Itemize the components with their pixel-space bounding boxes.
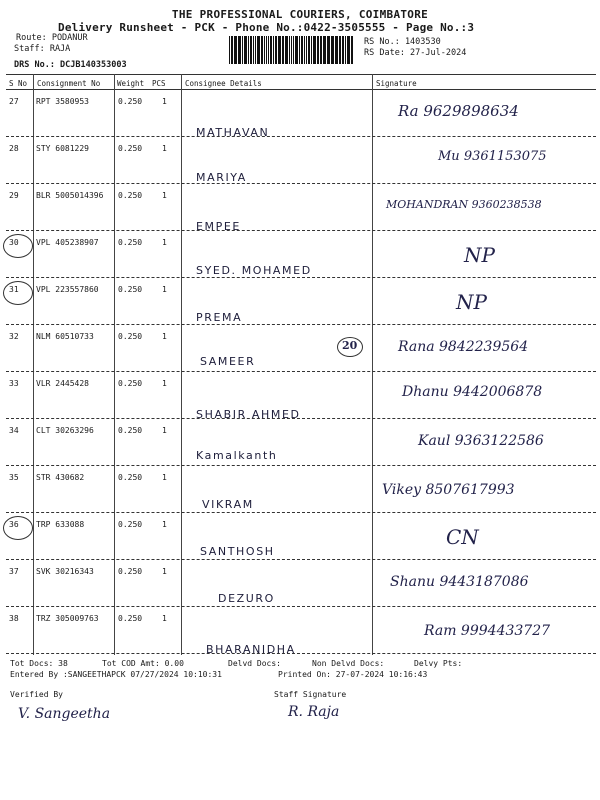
table-row [6, 278, 596, 325]
barcode-bar [257, 36, 260, 64]
barcode-bar [285, 36, 288, 64]
row-sno: 27 [9, 97, 19, 106]
barcode-bar [253, 36, 254, 64]
row-consignment: NLM 60510733 [36, 332, 94, 341]
table-row [6, 137, 596, 184]
barcode-bar [311, 36, 312, 64]
total-cod-amount: Tot COD Amt: 0.00 [102, 659, 184, 668]
row-consignee: DEZURO [218, 592, 275, 605]
barcode-bar [234, 36, 237, 64]
row-weight: 0.250 [118, 520, 143, 529]
row-consignment: RPT 3580953 [36, 97, 89, 106]
row-consignment: VPL 223557860 [36, 285, 99, 294]
row-signature: Kaul 9363122586 [418, 433, 544, 449]
row-pcs: 1 [162, 144, 167, 153]
pen-circle-mark [3, 234, 33, 258]
barcode-bar [323, 36, 326, 64]
row-weight: 0.250 [118, 332, 143, 341]
row-pcs: 1 [162, 238, 167, 247]
barcode-bar [250, 36, 252, 64]
table-row [6, 372, 596, 419]
barcode-bar [313, 36, 316, 64]
staff-label: Staff: RAJA [14, 44, 71, 54]
runsheet-title: Delivery Runsheet - PCK - Phone No.:0422-3505555 - Page No.:3 [58, 21, 475, 34]
row-sno: 32 [9, 332, 19, 341]
row-signature: Mu 9361153075 [438, 149, 547, 164]
barcode-bar [282, 36, 284, 64]
barcode-bar [266, 36, 267, 64]
row-sno: 28 [9, 144, 19, 153]
row-consignee: SYED. MOHAMED [196, 264, 312, 277]
staff-signature-label: Staff Signature [274, 690, 347, 699]
row-consignment: CLT 30263296 [36, 426, 94, 435]
barcode-bar [306, 36, 307, 64]
barcode-bar [244, 36, 247, 64]
row-pcs: 1 [162, 285, 167, 294]
col-header-consignee: Consignee Details [185, 79, 262, 88]
row-signature: CN [446, 525, 479, 549]
barcode-bar [270, 36, 272, 64]
staff-signature: R. Raja [288, 704, 340, 720]
company-title: THE PROFESSIONAL COURIERS, COIMBATORE [171, 8, 429, 21]
row-consignment: VPL 405238907 [36, 238, 99, 247]
row-sno: 30 [9, 238, 19, 247]
row-weight: 0.250 [118, 426, 143, 435]
row-pcs: 1 [162, 332, 167, 341]
barcode-bar [327, 36, 330, 64]
barcode-bar [347, 36, 350, 64]
row-signature: NP [456, 290, 487, 314]
barcode-bar [229, 36, 230, 64]
row-sno: 35 [9, 473, 19, 482]
non-delivered-docs: Non Delvd Docs: [312, 659, 385, 668]
row-weight: 0.250 [118, 144, 143, 153]
barcode-bar [238, 36, 241, 64]
table-row [6, 513, 596, 560]
barcode-bar [331, 36, 334, 64]
route-label: Route: PODANUR [16, 33, 88, 43]
barcode-bar [345, 36, 346, 64]
row-consignment: STR 430682 [36, 473, 85, 482]
row-sno: 33 [9, 379, 19, 388]
barcode-bar [261, 36, 263, 64]
barcode-bar [295, 36, 298, 64]
row-pcs: 1 [162, 191, 167, 200]
table-row [6, 560, 596, 607]
barcode-bar [275, 36, 277, 64]
barcode-bar [320, 36, 322, 64]
row-pcs: 1 [162, 567, 167, 576]
barcode-bar [335, 36, 338, 64]
rs-date: RS Date: 27-Jul-2024 [364, 48, 467, 58]
barcode-bar [351, 36, 353, 64]
barcode-bar [255, 36, 256, 64]
barcode-bar [342, 36, 344, 64]
row-consignee: SAMEER [200, 355, 256, 368]
row-signature: Ram 9994433727 [424, 623, 551, 639]
col-header-sno: S No [9, 79, 28, 88]
row-signature: Ra 9629898634 [398, 102, 519, 120]
row-weight: 0.250 [118, 379, 143, 388]
barcode-bar [293, 36, 294, 64]
drs-number: DRS No.: DCJB140353003 [14, 60, 127, 70]
delivered-docs: Delvd Docs: [228, 659, 281, 668]
row-consignee: BHARANIDHA [206, 643, 296, 656]
row-weight: 0.250 [118, 567, 143, 576]
row-pcs: 1 [162, 520, 167, 529]
printed-on: Printed On: 27-07-2024 10:16:43 [278, 670, 428, 679]
barcode-bar [291, 36, 292, 64]
row-sno: 38 [9, 614, 19, 623]
col-header-weight: Weight [117, 79, 145, 88]
rs-number: RS No.: 1403530 [364, 37, 441, 47]
row-consignment: BLR 5005014396 [36, 191, 104, 200]
row-consignee: SANTHOSH [200, 545, 275, 558]
row-weight: 0.250 [118, 191, 143, 200]
barcode-bar [242, 36, 243, 64]
entered-by: Entered By :SANGEETHAPCK 07/27/2024 10:10:31 [10, 670, 222, 679]
barcode-bar [268, 36, 269, 64]
table-row [6, 419, 596, 466]
col-header-pcs: PCS [152, 79, 166, 88]
barcode-bar [299, 36, 300, 64]
pen-circle-mark [3, 281, 33, 305]
row-signature: Rana 9842239564 [398, 339, 529, 355]
row-pcs: 1 [162, 426, 167, 435]
barcode-bar [304, 36, 305, 64]
row-signature: NP [464, 243, 495, 267]
row-pcs: 1 [162, 379, 167, 388]
barcode-bar [248, 36, 249, 64]
delivery-points: Delvy Pts: [414, 659, 463, 668]
verified-by-label: Verified By [10, 690, 63, 699]
row-signature: Shanu 9443187086 [390, 574, 529, 590]
barcode-bar [301, 36, 303, 64]
barcode-bar [278, 36, 281, 64]
row-pcs: 1 [162, 473, 167, 482]
table-row [6, 90, 596, 137]
row-weight: 0.250 [118, 614, 143, 623]
row-signature: MOHANDRAN 9360238538 [386, 198, 542, 211]
row-sno: 37 [9, 567, 19, 576]
row-consignee: Kamalkanth [196, 449, 278, 462]
row32-note: 20 [342, 339, 358, 352]
barcode-bar [339, 36, 341, 64]
row-weight: 0.250 [118, 285, 143, 294]
row-sno: 31 [9, 285, 19, 294]
row-weight: 0.250 [118, 473, 143, 482]
barcode-bar [273, 36, 274, 64]
row-consignee: VIKRAM [202, 498, 254, 511]
table-row [6, 466, 596, 513]
barcode [228, 36, 356, 64]
pen-circle-mark [3, 516, 33, 540]
barcode-bar [317, 36, 319, 64]
col-header-signature: Signature [376, 79, 417, 88]
row-pcs: 1 [162, 97, 167, 106]
row-consignee: MARIYA [196, 171, 247, 184]
row-consignment: VLR 2445428 [36, 379, 89, 388]
row-consignment: STY 6081229 [36, 144, 89, 153]
row-signature: Vikey 8507617993 [382, 482, 515, 498]
row-sno: 36 [9, 520, 19, 529]
barcode-bar [264, 36, 265, 64]
barcode-bar [231, 36, 233, 64]
row-weight: 0.250 [118, 97, 143, 106]
row-weight: 0.250 [118, 238, 143, 247]
barcode-bar [308, 36, 310, 64]
verified-by-signature: V. Sangeetha [18, 706, 111, 722]
table-row [6, 325, 596, 372]
row-consignee: SHABIR AHMED [196, 408, 301, 421]
row-consignee: PREMA [196, 311, 243, 324]
row-sno: 29 [9, 191, 19, 200]
row-pcs: 1 [162, 614, 167, 623]
row-consignment: TRP 633088 [36, 520, 85, 529]
row-consignee: EMPEE [196, 220, 241, 233]
row-signature: Dhanu 9442006878 [402, 384, 543, 400]
row-consignment: TRZ 305009763 [36, 614, 99, 623]
row-consignee: MATHAVAN [196, 126, 270, 139]
row-divider [6, 653, 596, 654]
table-row [6, 184, 596, 231]
total-docs: Tot Docs: 38 [10, 659, 68, 668]
row-sno: 34 [9, 426, 19, 435]
table-row [6, 607, 596, 654]
row-consignment: SVK 30216343 [36, 567, 94, 576]
header-top-rule [6, 74, 596, 75]
col-header-consignment: Consignment No [37, 79, 101, 88]
table-row [6, 231, 596, 278]
barcode-bar [289, 36, 290, 64]
